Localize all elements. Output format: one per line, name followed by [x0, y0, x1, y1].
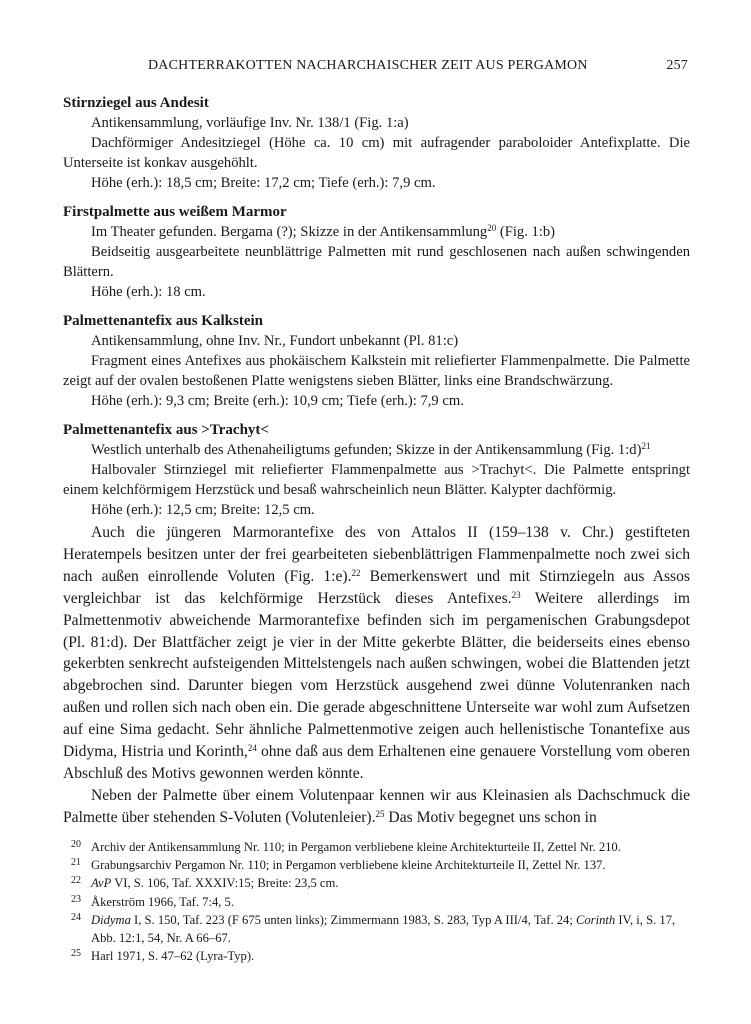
catalog-entry-firstpalmette: [63, 202, 690, 302]
page-number: 257: [666, 58, 688, 73]
catalog-entry-kalkstein: [63, 311, 690, 411]
footnote-number: 25: [71, 948, 81, 960]
footnote-text: AvP VI, S. 106, Taf. XXXIV:15; Breite: 23,5 cm.: [91, 876, 339, 891]
entry-line: Antikensammlung, ohne Inv. Nr., Fundort unbekannt (Pl. 81:c): [91, 333, 459, 349]
catalog-entries: [63, 93, 690, 529]
footnote-ref-23: 23: [511, 589, 521, 600]
entry-line: Antikensammlung, vorläufige Inv. Nr. 138/1 (Fig. 1:a): [91, 115, 409, 131]
entry-line: Höhe (erh.): 18,5 cm; Breite: 17,2 cm; Tiefe (erh.): 7,9 cm.: [91, 175, 436, 191]
footnote-number: 21: [71, 857, 81, 869]
entry-line: Im Theater gefunden. Bergama (?); Skizze in der Antikensammlung$^{20}$ (Fig. 1:b): [91, 223, 555, 240]
entry-line: Fragment eines Antefixes aus phokäischem Kalkstein mit reliefierter Flammenpalmette. Die Palmette zeigt auf der ovalen bestoßenen Platte wenigstens sieben Blätter, links eine Brandschwärzung.: [63, 353, 690, 389]
footnote-ref-20: 20: [487, 223, 497, 233]
footnote-number: 24: [71, 911, 81, 923]
footnote-ref-25: 25: [375, 808, 385, 819]
footnote-23: [63, 893, 690, 911]
entry-line: Halbovaler Stirnziegel mit reliefierter Flammenpalmette aus >Trachyt<. Die Palmette entspringt einem kelchförmigem Herzstück und besaß wahrscheinlich neun Blätter. Kalypter dachförmig.: [63, 462, 690, 498]
paragraph: Auch die jüngeren Marmorantefixe des von Attalos II (159–138 v. Chr.) gestifteten Heratempels besitzen unter der frei gearbeiteten siebenblättrigen Flammenpalmette noch zwei sich nach außen einrollende Voluten (Fig. 1:e).$^{22}$ Bemerkenswert und mit Stirnziegeln aus Assos vergleichbar ist das kelchförmige Herzstück dieses Antefixes.$^{23}$ Weitere allerdings im Palmettenmotiv abweichende Marmorantefixe befinden sich im pergamenischen Grabungsdepot (Pl. 81:d). Der Blattfächer zeigt je vier in der Mitte gekerbte Blätter, die beiderseits eines ebenso gekerbten senkrecht aufsteigenden Mittelstengels nach außen schwingen, wobei die Blattenden jetzt abgebrochen sind. Darunter biegen vom Herzstück ausgehend zwei dünne Volutenranken nach außen und rollen sich nach oben ein. Die gerade abgeschnittene Unterseite war wohl zum Aufsetzen auf eine Sima gedacht. Sehr ähnliche Palmettenmotive zeigen auch hellenistische Tonantefixe aus Didyma, Histria und Korinth,$^{24}$ ohne daß aus dem Erhaltenen eine genauere Vorstellung vom oberen Abschluß des Motivs gewonnen werden könnte.: [63, 524, 690, 782]
footnote-number: 20: [71, 839, 81, 850]
catalog-entry-trachyt: [63, 420, 690, 520]
entry-heading: Palmettenantefix aus >Trachyt<: [63, 422, 269, 438]
entry-line: Höhe (erh.): 9,3 cm; Breite (erh.): 10,9 cm; Tiefe (erh.): 7,9 cm.: [91, 393, 464, 409]
footnote-text: Åkerström 1966, Taf. 7:4, 5.: [91, 894, 234, 909]
entry-heading: Firstpalmette aus weißem Marmor: [63, 204, 287, 220]
entry-line: Höhe (erh.): 12,5 cm; Breite: 12,5 cm.: [91, 502, 315, 518]
entry-line: Westlich unterhalb des Athenaheiligtums gefunden; Skizze in der Antikensammlung (Fig. 1:d)$^{21}$: [91, 441, 651, 458]
footnote-text: Harl 1971, S. 47–62 (Lyra-Typ).: [91, 949, 255, 964]
footnote-text: Archiv der Antikensammlung Nr. 110; in Pergamon verbliebene kleine Architekturteile II, Zettel Nr. 210.: [91, 840, 621, 854]
running-head: [148, 58, 688, 74]
footnote-ref-22: 22: [351, 567, 361, 578]
entry-line: Beidseitig ausgearbeitete neunblättrige Palmetten mit rund geschlosenen nach außen schwingenden Blättern.: [63, 244, 690, 280]
footnote-number: 22: [71, 875, 81, 887]
entry-heading: Stirnziegel aus Andesit: [63, 95, 209, 111]
footnote-20: [63, 838, 690, 856]
footnote-24: [63, 911, 690, 947]
footnote-text: Didyma I, S. 150, Taf. 223 (F 675 unten links); Zimmermann 1983, S. 283, Typ A III/4, Taf. 24; Corinth IV, i, S. 17, Abb. 12:1, 54, Nr. A 66–67.: [91, 912, 676, 946]
running-head-title: DACHTERRAKOTTEN NACHARCHAISCHER ZEIT AUS PERGAMON: [148, 58, 588, 73]
entry-line: Höhe (erh.): 18 cm.: [91, 284, 206, 300]
footnote-25: [63, 947, 690, 965]
footnotes: [63, 838, 690, 965]
paragraph: Neben der Palmette über einem Volutenpaar kennen wir aus Kleinasien als Dachschmuck die Palmette über stehenden S-Voluten (Volutenleier).$^{25}$ Das Motiv begegnet uns schon in: [63, 786, 690, 826]
footnote-21: [63, 856, 690, 874]
entry-heading: Palmettenantefix aus Kalkstein: [63, 313, 263, 329]
footnote-ref-21: 21: [641, 441, 651, 451]
footnote-text: Grabungsarchiv Pergamon Nr. 110; in Pergamon verbliebene kleine Architekturteile II, Zettel Nr. 137.: [91, 858, 606, 873]
footnote-ref-24: 24: [247, 743, 257, 754]
catalog-entry-stirnziegel: [63, 93, 690, 193]
footnote-22: [63, 874, 690, 892]
entry-line: Dachförmiger Andesitziegel (Höhe ca. 10 cm) mit aufragender paraboloider Antefixplatte. Die Unterseite ist konkav ausgehöhlt.: [63, 135, 690, 171]
footnote-number: 23: [71, 893, 81, 905]
body-text: [63, 522, 690, 829]
